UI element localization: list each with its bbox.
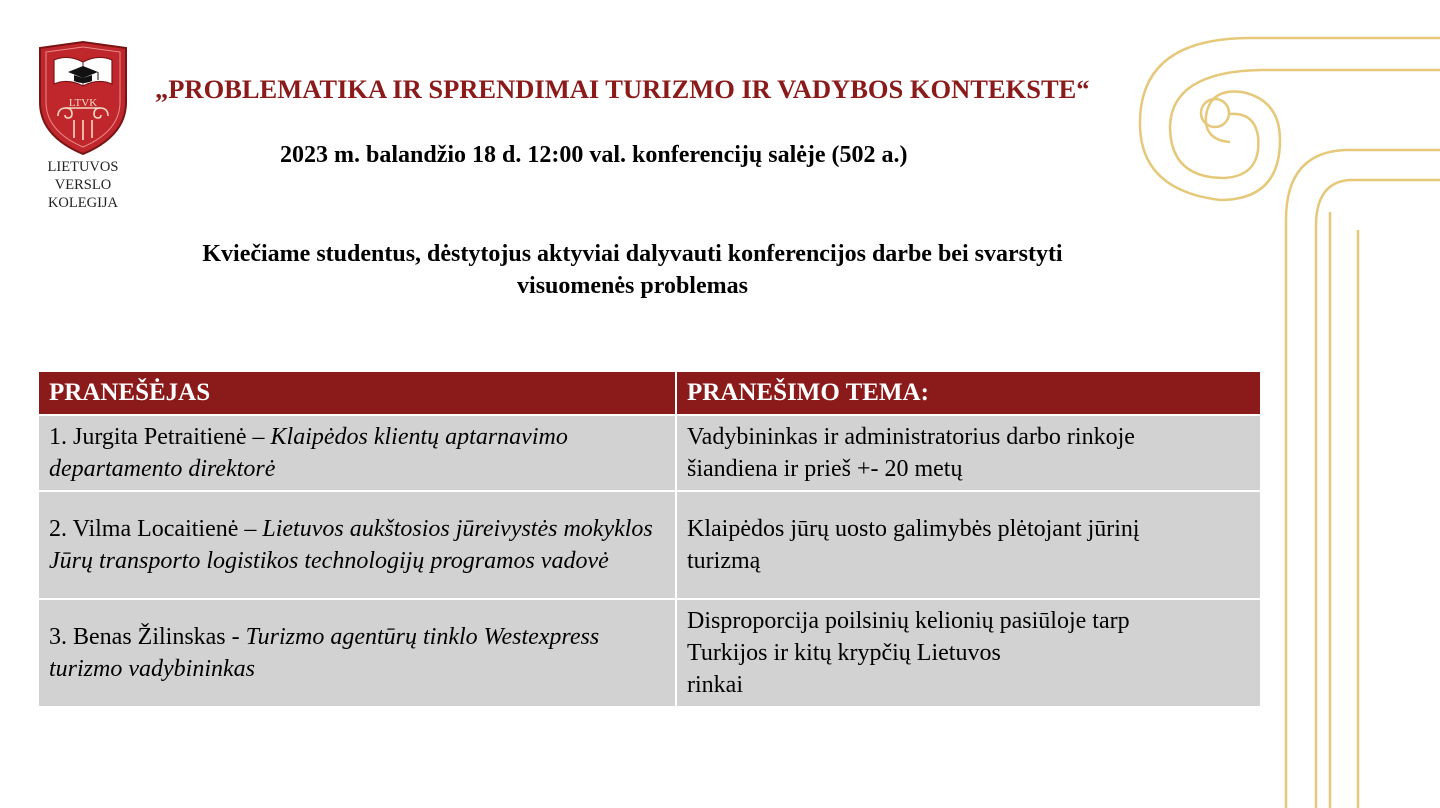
topic-cell (676, 491, 1260, 599)
table-row (39, 491, 1260, 599)
shield-logo-icon (36, 40, 130, 156)
college-logo (36, 40, 130, 212)
logo-abbr: LTVK (68, 97, 98, 109)
invitation-text (130, 238, 1135, 302)
topic-line: Klaipėdos jūrų uosto galimybės plėtojant jūrinį (687, 516, 1140, 542)
college-name (36, 158, 130, 212)
topic-line: Turkijos ir kitų krypčių Lietuvos (687, 640, 1001, 666)
page-title: „PROBLEMATIKA IR SPRENDIMAI TURIZMO IR VADYBOS KONTEKSTE“ (155, 74, 1090, 104)
speaker-name: 1. Jurgita Petraitienė – (49, 424, 271, 450)
speaker-role: Turizmo agentūrų tinklo Westexpress turizmo vadybininkas (49, 624, 600, 682)
table-header-row (39, 372, 1260, 415)
topic-line: turizmą (687, 548, 761, 574)
speaker-name: 2. Vilma Locaitienė – (49, 516, 263, 542)
topic-line: Disproporcija poilsinių kelionių pasiūloje tarp (687, 608, 1130, 634)
speakers-table (39, 372, 1260, 708)
header-topic: PRANEŠIMO TEMA: (676, 372, 1260, 415)
speaker-cell (39, 599, 676, 707)
event-date-line: 2023 m. balandžio 18 d. 12:00 val. konferencijų salėje (502 a.) (280, 142, 908, 168)
college-name-line: LIETUVOS (47, 159, 119, 175)
invitation-line: visuomenės problemas (517, 273, 748, 299)
speaker-name: 3. Benas Žilinskas - (49, 624, 246, 650)
topic-line: šiandiena ir prieš +- 20 metų (687, 456, 963, 482)
topic-line: rinkai (687, 672, 743, 698)
speaker-role: Lietuvos aukštosios jūreivystės mokyklos Jūrų transporto logistikos technologijų programos vadovė (49, 516, 653, 574)
invitation-line: Kviečiame studentus, dėstytojus aktyviai dalyvauti konferencijos darbe bei svarstyti (202, 241, 1063, 267)
topic-cell (676, 599, 1260, 707)
speaker-cell (39, 415, 676, 491)
speaker-role: Klaipėdos klientų aptarnavimo departamento direktorė (49, 424, 568, 482)
header-speaker: PRANEŠĖJAS (39, 372, 676, 415)
topic-cell (676, 415, 1260, 491)
college-name-line: KOLEGIJA (47, 195, 119, 211)
topic-line: Vadybininkas ir administratorius darbo rinkoje (687, 424, 1135, 450)
table-row (39, 415, 1260, 491)
college-name-line: VERSLO (54, 177, 112, 193)
table-row (39, 599, 1260, 707)
speaker-cell (39, 491, 676, 599)
